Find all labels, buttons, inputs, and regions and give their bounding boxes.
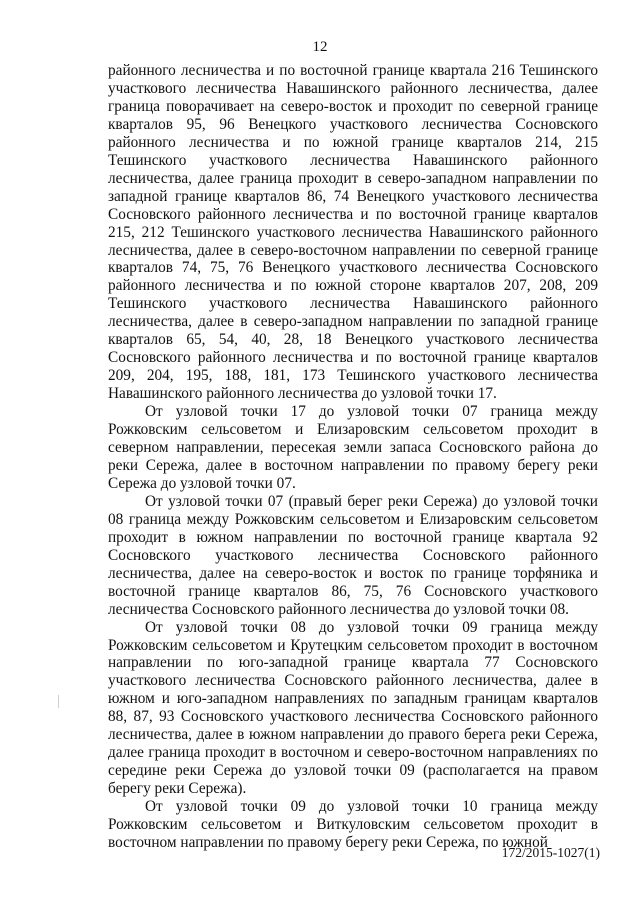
paragraph-point-09-10: От узловой точки 09 до узловой точки 10 граница между Рожковским сельсоветом и Виткуловским сельсоветом проходит в восточном направлении по правому берегу реки Сережа, по южной [108, 798, 598, 851]
paragraph-point-17-07: От узловой точки 17 до узловой точки 07 граница между Рожковским сельсоветом и Елизаровским сельсоветом проходит в северном направлении, пересекая земли запаса Сосновского района до реки Сережа, далее в восточном направлении по правому берегу реки Сережа до узловой точки 07. [108, 403, 598, 492]
paragraph-point-07-08: От узловой точки 07 (правый берег реки Сережа) до узловой точки 08 граница между Рожковским сельсоветом и Елизаровским сельсоветом проходит в южном направлении по восточной границе квартала 92 Сосновского участкового лесничества Сосновского районного лесничества, далее на северо-восток и восток по границе торфяника и восточной границе кварталов 86, 75, 76 Сосновского участкового лесничества Сосновского районного лесничества до узловой точки 08. [108, 492, 598, 618]
paragraph-continuation: районного лесничества и по восточной границе квартала 216 Тешинского участкового лесничества Навашинского районного лесничества, далее граница поворачивает на северо-восток и проходит по северной границе кварталов 95, 96 Венецкого участкового лесничества Сосновского районного лесничества и по южной границе кварталов 214, 215 Тешинского участкового лесничества Навашинского районного лесничества, далее граница проходит в северо-западном направлении по западной границе кварталов 86, 74 Венецкого участкового лесничества Сосновского районного лесничества и по восточной границе кварталов 215, 212 Тешинского участкового лесничества Навашинского районного лесничества, далее в северо-восточном направлении по северной границе кварталов 74, 75, 76 Венецкого участкового лесничества Сосновского районного лесничества и по южной стороне кварталов 207, 208, 209 Тешинского участкового лесничества Навашинского районного лесничества, далее в северо-западном направлении по западной границе кварталов 65, 54, 40, 28, 18 Венецкого участкового лесничества Сосновского районного лесничества и по восточной границе кварталов 209, 204, 195, 188, 181, 173 Тешинского участкового лесничества Навашинского районного лесничества до узловой точки 17. [108, 62, 598, 403]
document-code: 172/2015-1027(1) [501, 845, 600, 860]
margin-mark [58, 695, 59, 708]
paragraph-point-08-09: От узловой точки 08 до узловой точки 09 граница между Рожковским сельсоветом и Крутецким сельсоветом проходит в восточном направлении по юго-западной границе квартала 77 Сосновского участкового лесничества Сосновского районного лесничества, далее в южном и юго-западном направлениях по западным границам кварталов 88, 87, 93 Сосновского участкового лесничества Сосновского районного лесничества, далее в южном направлении до правого берега реки Сережа, далее граница проходит в восточном и северо-восточном направлениях по середине реки Сережа до узловой точки 09 (располагается на правом берегу реки Сережа). [108, 618, 598, 798]
document-body [108, 62, 598, 852]
page-number: 12 [312, 39, 328, 55]
